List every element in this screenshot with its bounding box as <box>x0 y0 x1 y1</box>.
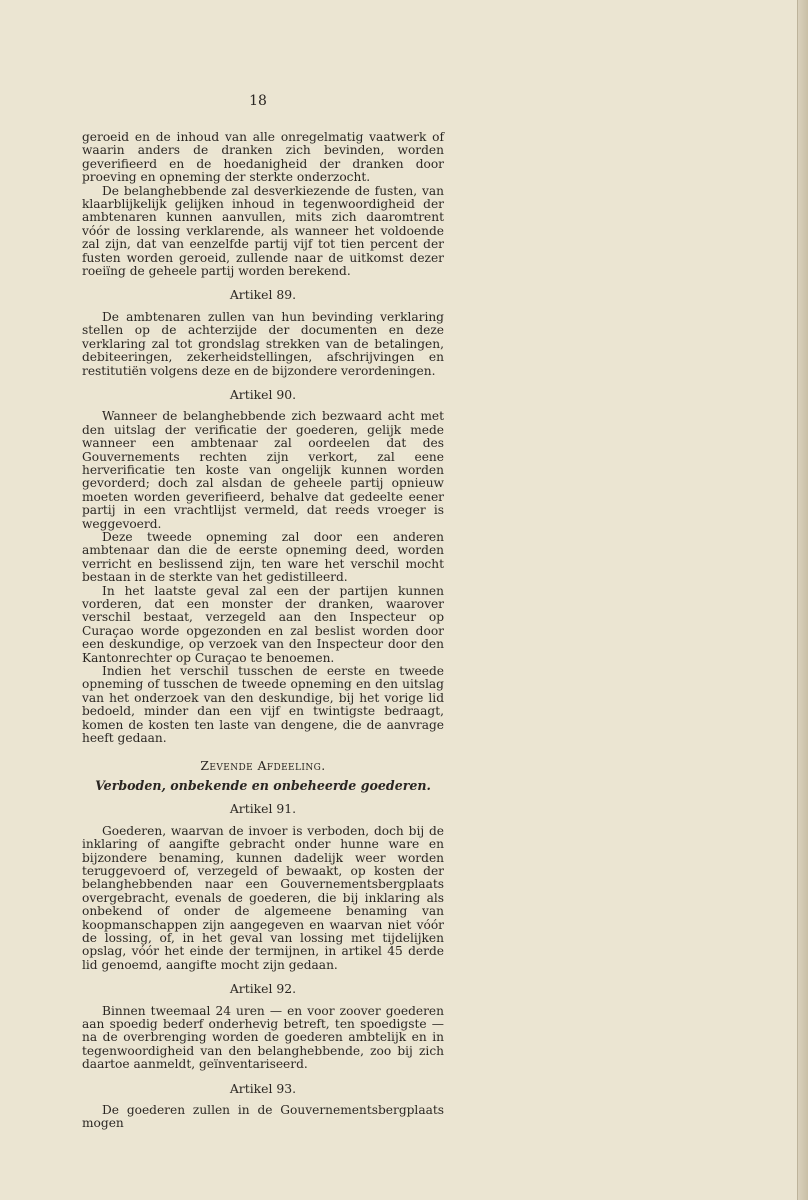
paragraph: Wanneer de belanghebbende zich bezwaard acht met den uitslag der verificatie der goederen, gelijk mede wanneer een ambtenaar zal oordeelen dat des Gouvernements rechten zijn verkort, zal eene herverificatie ten koste van ongelijk kunnen worden gevorderd; doch zal alsdan de geheele partij opnieuw moeten worden geverifieerd, behalve dat gedeelte eener partij in een vrachtlijst vermeld, dat reeds vroeger is weggevoerd. <box>82 409 444 531</box>
paragraph: geroeid en de inhoud van alle onregelmatig vaatwerk of waarin anders de dranken zich bevinden, worden geverifieerd en de hoedanigheid der dranken door proeving en opneming der sterkte onderzocht. <box>82 130 444 185</box>
paragraph: Indien het verschil tusschen de eerste en tweede opneming of tusschen de tweede opneming en den uitslag van het onderzoek van den deskundige, bij het vorige lid bedoeld, minder dan een vijf en twintigste bedraagt, komen de kosten ten laste van dengene, die de aanvrage heeft gedaan. <box>82 664 444 746</box>
article-heading-91: Artikel 91. <box>229 801 297 817</box>
section-title: Zevende Afdeeling. <box>200 758 326 774</box>
paragraph: Goederen, waarvan de invoer is verboden, doch bij de inklaring of aangifte gebracht onder hunne ware en bijzondere benaming, kunnen dadelijk weer worden teruggevoerd of, verzegeld of bewaakt, op kosten der belanghebbenden naar een Gouvernementsbergplaats overgebracht, evenals de goederen, die bij inklaring als onbekend of onder de algemeene benaming van koopmanschappen zijn aangegeven en waarvan niet vóór de lossing, of, in het geval van lossing met tijdelijken opslag, vóór het einde der termijnen, in artikel 45 derde lid genoemd, aangifte mocht zijn gedaan. <box>82 823 444 972</box>
page-number: 18 <box>249 93 267 109</box>
paragraph: In het laatste geval zal een der partijen kunnen vorderen, dat een monster der dranken, waarover verschil bestaat, verzegeld aan den Inspecteur op Curaçao worde opgezonden en zal beslist worden door een deskundige, op verzoek van den Inspecteur door den Kantonrechter op Curaçao te benoemen. <box>82 583 444 665</box>
paragraph: Deze tweede opneming zal door een anderen ambtenaar dan die de eerste opneming deed, worden verricht en beslissend zijn, ten ware het verschil mocht bestaan in de sterkte van het gedistilleerd. <box>82 529 444 585</box>
text-column <box>82 131 444 1131</box>
section-subtitle: Verboden, onbekende en onbeheerde goederen. <box>95 777 431 793</box>
paragraph: De belanghebbende zal desverkiezende de fusten, van klaarblijkelijk gelijken inhoud in tegenwoordigheid der ambtenaren kunnen aanvullen, mits zich daaromtrent vóór de lossing verklarende, als wanneer het voldoende zal zijn, dat van eenzelfde partij vijf tot tien percent der fusten worden geroeid, zullende naar de uitkomst dezer roeiïng de geheele partij worden berekend. <box>82 183 444 279</box>
article-heading-93: Artikel 93. <box>229 1080 297 1096</box>
article-heading-89: Artikel 89. <box>229 287 297 303</box>
article-heading-92: Artikel 92. <box>229 981 297 997</box>
paragraph: Binnen tweemaal 24 uren — en voor zoover goederen aan spoedig bederf onderhevig betreft, ten spoedigste — na de overbrenging worden de goederen ambtelijk en in tegenwoordigheid van den belanghebbende, zoo bij zich daartoe aanmeldt, geïnventariseerd. <box>82 1003 444 1072</box>
paragraph: De goederen zullen in de Gouvernementsbergplaats mogen <box>82 1103 444 1131</box>
page-edge <box>797 0 808 1200</box>
paragraph: De ambtenaren zullen van hun bevinding verklaring stellen op de achterzijde der documenten en deze verklaring zal tot grondslag strekken van de betalingen, debiteeringen, zekerheidstellingen, afschrijvingen en restitutiën volgens deze en de bijzondere verordeningen. <box>82 309 444 378</box>
article-heading-90: Artikel 90. <box>229 386 297 402</box>
